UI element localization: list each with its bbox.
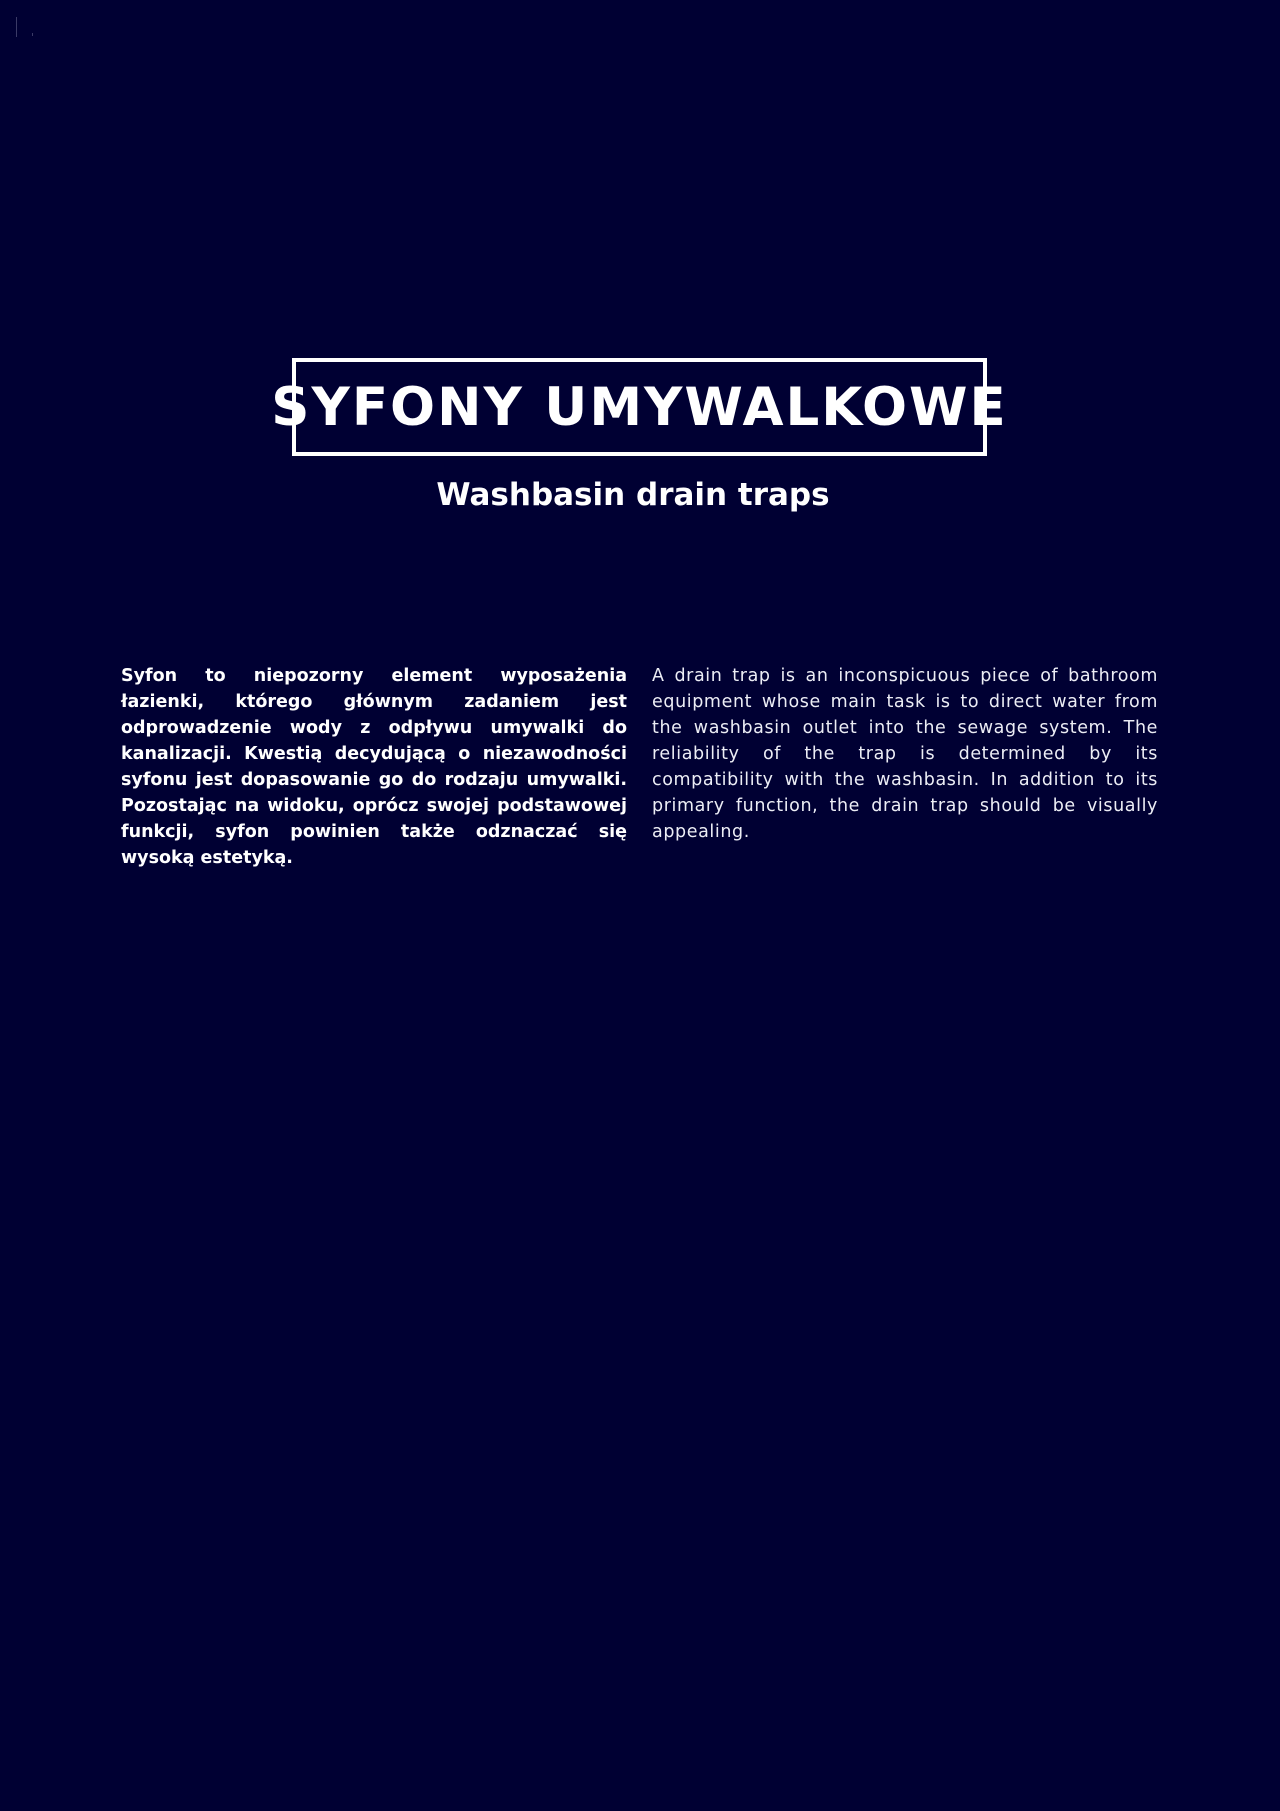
title-frame: [271, 358, 1008, 456]
crop-mark-dot: [32, 33, 33, 36]
crop-mark: [16, 17, 17, 37]
polish-paragraph: Syfon to niepozorny element wyposażenia łazienki, którego głównym zadaniem jest odprowadzenie wody z odpływu umywalki do kanalizacji. Kwestią decydującą o niezawodności syfonu jest dopasowanie go do rodzaju umywalki. Pozostając na widoku, oprócz swojej podstawowej funkcji, syfon powinien także odznaczać się wysoką estetyką.: [121, 666, 627, 868]
page-subtitle: Washbasin drain traps: [436, 477, 830, 513]
page-title: SYFONY UMYWALKOWE: [271, 376, 1008, 438]
english-paragraph: A drain trap is an inconspicuous piece of bathroom equipment whose main task is to direct water from the washbasin outlet into the sewage system. The reliability of the trap is determined by its compatibility with the washbasin. In addition to its primary function, the drain trap should be visually appealing.: [652, 666, 1158, 842]
